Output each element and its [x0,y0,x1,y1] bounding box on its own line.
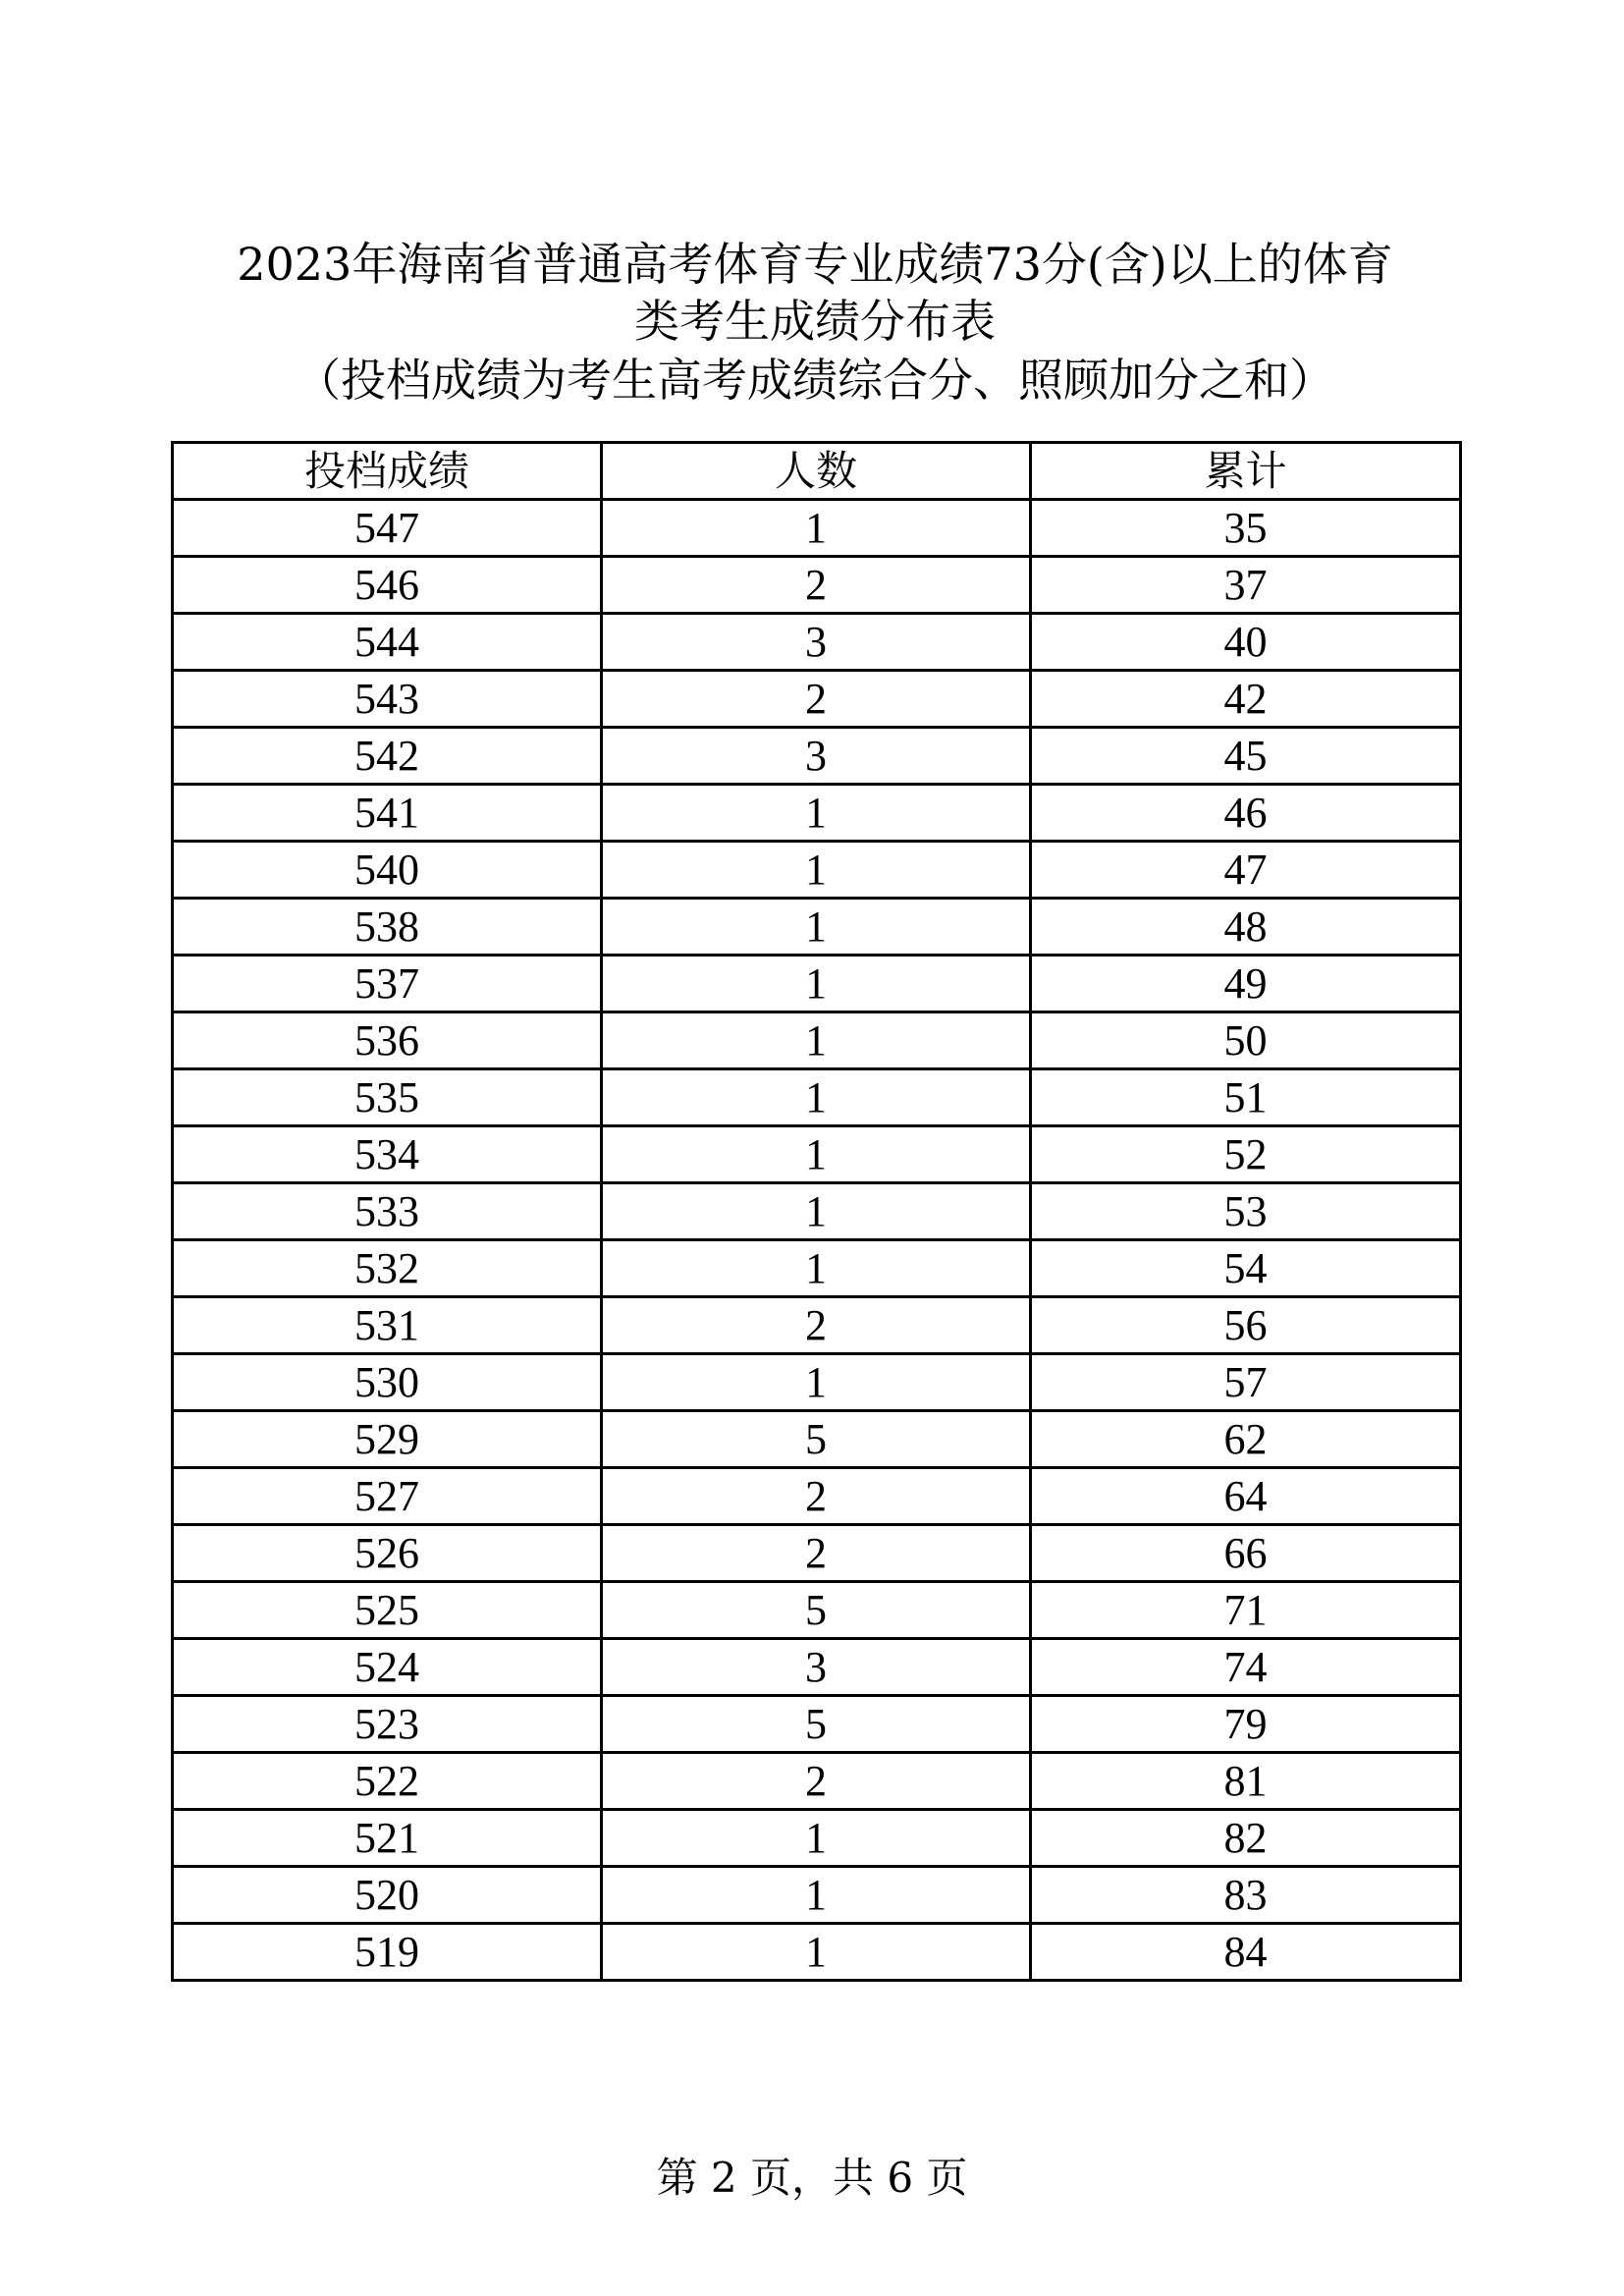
header-cumulative: 累计 [1031,443,1461,500]
table-row [173,1354,1461,1411]
table-row [173,1867,1461,1924]
cell-count: 3 [602,1639,1031,1696]
cell-count: 1 [602,1183,1031,1240]
cell-cumulative: 74 [1031,1639,1461,1696]
page-footer: 第 2 页，共 6 页 [656,2154,968,2202]
cell-score: 527 [173,1468,602,1525]
cell-score: 534 [173,1126,602,1183]
header-score: 投档成绩 [173,443,602,500]
table-body [173,500,1461,1981]
table-row [173,1240,1461,1297]
score-distribution-table [171,441,1462,1982]
cell-count: 2 [602,671,1031,728]
table-row [173,1411,1461,1468]
table-row [173,500,1461,557]
table-row [173,1183,1461,1240]
cell-score: 526 [173,1525,602,1582]
cell-count: 5 [602,1411,1031,1468]
cell-score: 530 [173,1354,602,1411]
cell-score: 521 [173,1810,602,1867]
header-count: 人数 [602,443,1031,500]
table-row [173,1297,1461,1354]
cell-count: 1 [602,1867,1031,1924]
table-row [173,1810,1461,1867]
cell-count: 2 [602,1297,1031,1354]
cell-score: 529 [173,1411,602,1468]
cell-cumulative: 57 [1031,1354,1461,1411]
cell-cumulative: 48 [1031,899,1461,956]
table-row [173,1696,1461,1753]
table-row [173,899,1461,956]
cell-score: 524 [173,1639,602,1696]
cell-cumulative: 82 [1031,1810,1461,1867]
cell-count: 5 [602,1696,1031,1753]
cell-cumulative: 35 [1031,500,1461,557]
cell-count: 1 [602,1012,1031,1069]
cell-count: 2 [602,557,1031,614]
cell-cumulative: 50 [1031,1012,1461,1069]
table-row [173,1525,1461,1582]
page-title-line-2: 类考生成绩分布表 [634,295,996,348]
table-row [173,1012,1461,1069]
table-row [173,1924,1461,1981]
cell-count: 1 [602,500,1031,557]
table-row [173,842,1461,899]
cell-cumulative: 49 [1031,956,1461,1012]
page-title-line-1: 2023年海南省普通高考体育专业成绩73分(含)以上的体育 [237,238,1393,291]
cell-cumulative: 54 [1031,1240,1461,1297]
table-header-row [173,443,1461,500]
cell-score: 525 [173,1582,602,1639]
cell-cumulative: 42 [1031,671,1461,728]
page-subtitle: （投档成绩为考生高考成绩综合分、照顾加分之和） [296,354,1334,407]
cell-score: 533 [173,1183,602,1240]
cell-count: 1 [602,1354,1031,1411]
cell-score: 532 [173,1240,602,1297]
cell-score: 547 [173,500,602,557]
cell-count: 1 [602,1924,1031,1981]
cell-cumulative: 56 [1031,1297,1461,1354]
cell-count: 5 [602,1582,1031,1639]
cell-count: 1 [602,1126,1031,1183]
cell-count: 2 [602,1468,1031,1525]
table-row [173,1582,1461,1639]
cell-cumulative: 45 [1031,728,1461,785]
table-row [173,785,1461,842]
cell-score: 519 [173,1924,602,1981]
cell-count: 2 [602,1753,1031,1810]
cell-score: 535 [173,1069,602,1126]
cell-cumulative: 81 [1031,1753,1461,1810]
cell-score: 542 [173,728,602,785]
table-row [173,1468,1461,1525]
cell-score: 537 [173,956,602,1012]
cell-score: 540 [173,842,602,899]
table-row [173,728,1461,785]
table-row [173,1069,1461,1126]
cell-count: 1 [602,899,1031,956]
cell-count: 3 [602,728,1031,785]
cell-count: 2 [602,1525,1031,1582]
table-row [173,671,1461,728]
cell-cumulative: 47 [1031,842,1461,899]
table-row [173,557,1461,614]
cell-count: 1 [602,1810,1031,1867]
cell-count: 1 [602,785,1031,842]
cell-cumulative: 51 [1031,1069,1461,1126]
table-row [173,1639,1461,1696]
cell-cumulative: 62 [1031,1411,1461,1468]
cell-cumulative: 53 [1031,1183,1461,1240]
cell-score: 522 [173,1753,602,1810]
cell-score: 543 [173,671,602,728]
cell-cumulative: 52 [1031,1126,1461,1183]
cell-score: 541 [173,785,602,842]
cell-cumulative: 66 [1031,1525,1461,1582]
table-row [173,614,1461,671]
cell-cumulative: 79 [1031,1696,1461,1753]
cell-cumulative: 71 [1031,1582,1461,1639]
cell-score: 546 [173,557,602,614]
cell-cumulative: 46 [1031,785,1461,842]
cell-count: 1 [602,1069,1031,1126]
table-row [173,1753,1461,1810]
table-row [173,956,1461,1012]
cell-count: 3 [602,614,1031,671]
cell-cumulative: 64 [1031,1468,1461,1525]
cell-cumulative: 40 [1031,614,1461,671]
cell-score: 544 [173,614,602,671]
cell-score: 536 [173,1012,602,1069]
cell-score: 538 [173,899,602,956]
cell-cumulative: 84 [1031,1924,1461,1981]
cell-count: 1 [602,956,1031,1012]
cell-cumulative: 83 [1031,1867,1461,1924]
cell-score: 531 [173,1297,602,1354]
cell-score: 523 [173,1696,602,1753]
cell-count: 1 [602,1240,1031,1297]
cell-score: 520 [173,1867,602,1924]
cell-count: 1 [602,842,1031,899]
table-row [173,1126,1461,1183]
cell-cumulative: 37 [1031,557,1461,614]
